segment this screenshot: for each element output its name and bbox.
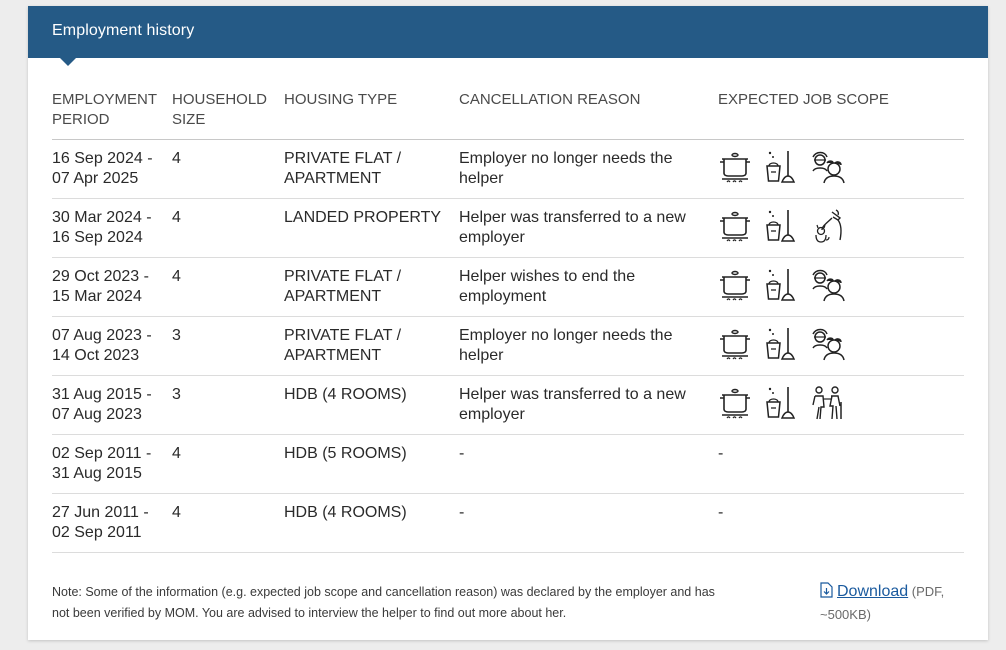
cleaning-icon xyxy=(764,267,800,303)
cancellation-reason-cell-line: Helper was transferred to a new xyxy=(459,386,686,403)
elderly-care-icon xyxy=(810,385,846,421)
childcare-icon xyxy=(810,326,846,362)
table-header-row xyxy=(52,90,964,140)
cancellation-reason-cell-line: helper xyxy=(459,347,504,364)
employment-period-cell xyxy=(52,199,172,258)
column-header xyxy=(52,90,172,140)
employment-period-cell-line: 02 Sep 2011 xyxy=(52,524,142,541)
cancellation-reason-cell-line: helper xyxy=(459,170,504,187)
housing-type-cell-line: PRIVATE FLAT / xyxy=(284,268,402,285)
employment-period-cell xyxy=(52,317,172,376)
cancellation-reason-cell-line: Employer no longer needs the xyxy=(459,327,673,344)
employment-period-cell-line: 30 Mar 2024 - xyxy=(52,209,152,226)
employment-period-cell-line: 07 Aug 2023 xyxy=(52,406,142,423)
employment-period-cell-line: 29 Oct 2023 - xyxy=(52,268,149,285)
cancellation-reason-cell-line: Helper was transferred to a new xyxy=(459,209,686,226)
job-scope-icons xyxy=(718,208,964,244)
cleaning-icon xyxy=(764,149,800,185)
pet-care-icon xyxy=(810,208,846,244)
table-row xyxy=(52,494,964,553)
cancellation-reason-cell xyxy=(459,317,718,376)
column-header-line: HOUSING TYPE xyxy=(284,91,398,108)
employment-period-cell-line: 16 Sep 2024 - xyxy=(52,150,153,167)
table-row xyxy=(52,317,964,376)
employment-period-cell-line: 07 Aug 2023 - xyxy=(52,327,152,344)
column-header xyxy=(172,90,284,140)
housing-type-cell xyxy=(284,376,459,435)
table-row xyxy=(52,199,964,258)
column-header xyxy=(459,90,718,140)
housing-type-cell xyxy=(284,435,459,494)
cancellation-reason-cell-line: employment xyxy=(459,288,547,305)
cancellation-reason-cell xyxy=(459,376,718,435)
cancellation-reason-cell xyxy=(459,435,718,494)
employment-period-cell xyxy=(52,494,172,553)
housing-type-cell-line: PRIVATE FLAT / xyxy=(284,150,402,167)
download-meta-2: ~500KB) xyxy=(820,607,871,622)
housing-type-cell-line: HDB (4 ROOMS) xyxy=(284,504,407,521)
housing-type-cell xyxy=(284,199,459,258)
cancellation-reason-cell-line: - xyxy=(459,445,465,462)
cleaning-icon xyxy=(764,326,800,362)
employment-period-cell-line: 27 Jun 2011 - xyxy=(52,504,149,521)
household-size-cell: 4 xyxy=(172,258,284,317)
employment-period-cell-line: 02 Sep 2011 - xyxy=(52,445,152,462)
household-size-cell: 4 xyxy=(172,494,284,553)
employment-period-cell-line: 14 Oct 2023 xyxy=(52,347,140,364)
column-header-line: EMPLOYMENT xyxy=(52,91,158,108)
cancellation-reason-cell-line: employer xyxy=(459,406,525,423)
card-header xyxy=(28,6,988,58)
employment-period-cell-line: 31 Aug 2015 xyxy=(52,465,142,482)
job-scope-cell xyxy=(718,258,964,317)
employment-table xyxy=(52,90,964,553)
column-header xyxy=(284,90,459,140)
housing-type-cell-line: PRIVATE FLAT / xyxy=(284,327,402,344)
cooking-icon xyxy=(718,267,754,303)
cancellation-reason-cell xyxy=(459,258,718,317)
employment-period-cell xyxy=(52,435,172,494)
housing-type-cell-line: LANDED PROPERTY xyxy=(284,209,442,226)
download-section xyxy=(820,581,970,625)
employment-period-cell-line: 16 Sep 2024 xyxy=(52,229,143,246)
job-scope-cell xyxy=(718,435,964,494)
cancellation-reason-cell-line: employer xyxy=(459,229,525,246)
cooking-icon xyxy=(718,208,754,244)
housing-type-cell xyxy=(284,317,459,376)
household-size-cell: 4 xyxy=(172,199,284,258)
column-header xyxy=(718,90,964,140)
job-scope-icons xyxy=(718,149,964,185)
note-line-1: Note: Some of the information (e.g. expected job scope and cancellation reason) was declared by the employer and has xyxy=(52,585,715,599)
employment-history-card xyxy=(28,6,988,640)
housing-type-cell-line: APARTMENT xyxy=(284,347,382,364)
job-scope-cell xyxy=(718,494,964,553)
housing-type-cell-line: APARTMENT xyxy=(284,288,382,305)
housing-type-cell-line: APARTMENT xyxy=(284,170,382,187)
cancellation-reason-cell xyxy=(459,199,718,258)
housing-type-cell xyxy=(284,258,459,317)
housing-type-cell xyxy=(284,494,459,553)
cooking-icon xyxy=(718,326,754,362)
household-size-cell: 4 xyxy=(172,435,284,494)
cooking-icon xyxy=(718,385,754,421)
job-scope-icons xyxy=(718,326,964,362)
header-notch xyxy=(60,58,76,66)
employment-period-cell xyxy=(52,258,172,317)
employment-period-cell-line: 07 Apr 2025 xyxy=(52,170,139,187)
cancellation-reason-cell-line: - xyxy=(459,504,465,521)
employment-period-cell-line: 15 Mar 2024 xyxy=(52,288,142,305)
download-link[interactable]: Download xyxy=(837,583,909,600)
job-scope-cell xyxy=(718,376,964,435)
cleaning-icon xyxy=(764,208,800,244)
card-title: Employment history xyxy=(52,22,195,39)
housing-type-cell xyxy=(284,140,459,199)
employment-table-wrap xyxy=(52,90,964,553)
job-scope-cell xyxy=(718,140,964,199)
table-row xyxy=(52,258,964,317)
job-scope-icons xyxy=(718,385,964,421)
job-scope-cell xyxy=(718,317,964,376)
note-line-2: not been verified by MOM. You are advised to interview the helper to find out more about her. xyxy=(52,606,567,620)
cancellation-reason-cell xyxy=(459,140,718,199)
column-header-line: SIZE xyxy=(172,111,206,128)
table-body xyxy=(52,140,964,553)
cancellation-reason-cell-line: Helper wishes to end the xyxy=(459,268,636,285)
job-scope-icons xyxy=(718,267,964,303)
housing-type-cell-line: HDB (4 ROOMS) xyxy=(284,386,407,403)
download-file-icon xyxy=(820,582,833,604)
column-header-line: HOUSEHOLD xyxy=(172,91,268,108)
cancellation-reason-cell-line: Employer no longer needs the xyxy=(459,150,673,167)
disclaimer-note xyxy=(52,582,772,624)
household-size-cell: 4 xyxy=(172,140,284,199)
table-row xyxy=(52,435,964,494)
table-row xyxy=(52,376,964,435)
job-scope-cell xyxy=(718,199,964,258)
childcare-icon xyxy=(810,267,846,303)
column-header-line: PERIOD xyxy=(52,111,110,128)
employment-period-cell-line: 31 Aug 2015 - xyxy=(52,386,152,403)
childcare-icon xyxy=(810,149,846,185)
employment-period-cell xyxy=(52,376,172,435)
cleaning-icon xyxy=(764,385,800,421)
table-row xyxy=(52,140,964,199)
employment-period-cell xyxy=(52,140,172,199)
household-size-cell: 3 xyxy=(172,317,284,376)
household-size-cell: 3 xyxy=(172,376,284,435)
column-header-line: EXPECTED JOB SCOPE xyxy=(718,91,889,108)
job-scope-text: - xyxy=(718,504,724,521)
download-meta-1: (PDF, xyxy=(911,584,945,599)
cancellation-reason-cell xyxy=(459,494,718,553)
cooking-icon xyxy=(718,149,754,185)
job-scope-text: - xyxy=(718,445,724,462)
column-header-line: CANCELLATION REASON xyxy=(459,91,641,108)
housing-type-cell-line: HDB (5 ROOMS) xyxy=(284,445,407,462)
